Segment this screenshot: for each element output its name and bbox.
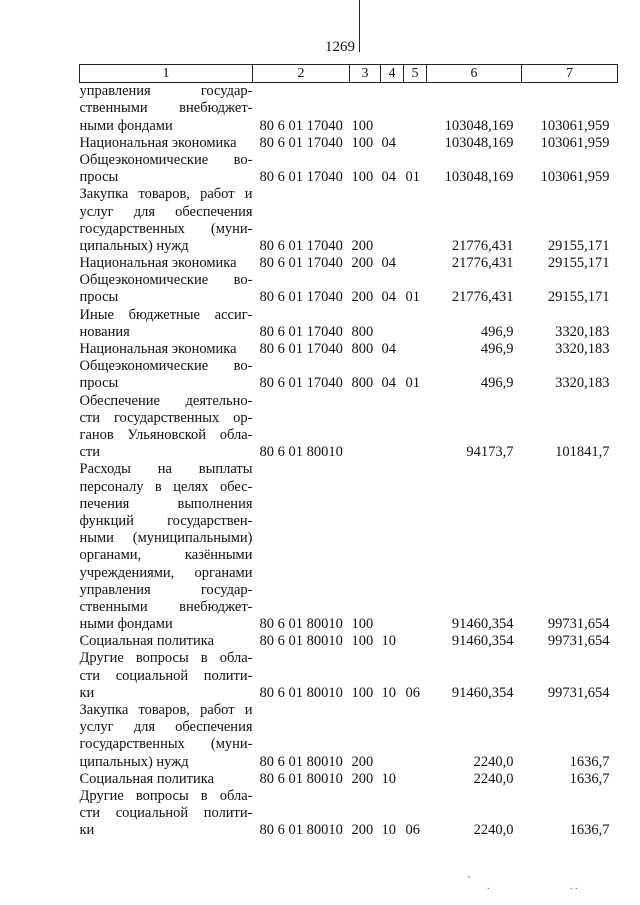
row-description bbox=[80, 307, 253, 341]
row-description bbox=[80, 341, 253, 358]
row-description bbox=[80, 83, 253, 135]
row-expense-type: 100 bbox=[351, 684, 374, 701]
col-header-5: 5 bbox=[404, 65, 427, 83]
row-amount-col7: 1636,7 bbox=[569, 753, 610, 770]
description-line: управления государ- bbox=[79, 83, 253, 100]
row-expense-type: 200 bbox=[351, 753, 374, 770]
row-section: 10 bbox=[381, 822, 396, 839]
description-line: Другие вопросы в обла- bbox=[79, 787, 253, 804]
table-body bbox=[80, 83, 618, 840]
row-target-code: 80 6 01 80010 bbox=[259, 684, 343, 701]
row-amount-col6: 2240,0 bbox=[473, 753, 514, 770]
row-amount-col7: 103061,959 bbox=[540, 169, 610, 186]
row-section bbox=[381, 83, 404, 135]
row-subsection bbox=[404, 135, 427, 152]
row-description bbox=[80, 272, 253, 306]
row-amount-col7: 1636,7 bbox=[569, 822, 610, 839]
description-line: ципальных) нужд bbox=[79, 237, 189, 254]
description-line: услуг для обеспечения bbox=[79, 719, 253, 736]
row-description bbox=[80, 186, 253, 255]
description-line: функций государствен- bbox=[79, 512, 253, 529]
description-line: ными фондами bbox=[79, 616, 173, 633]
row-amount-col7: 3320,183 bbox=[555, 341, 610, 358]
row-section: 04 bbox=[381, 375, 396, 392]
row-expense-type: 200 bbox=[351, 255, 374, 272]
row-target-code: 80 6 01 80010 bbox=[259, 753, 343, 770]
row-amount-col6: 21776,431 bbox=[451, 255, 514, 272]
table-row bbox=[80, 393, 618, 462]
description-line: государственных (муни- bbox=[79, 220, 253, 237]
description-line: Общеэкономические во- bbox=[79, 272, 253, 289]
description-line: Национальная экономика bbox=[79, 134, 237, 151]
description-line: сти социальной полити- bbox=[79, 667, 253, 684]
row-target-code: 80 6 01 80010 bbox=[259, 822, 343, 839]
row-section: 04 bbox=[381, 289, 396, 306]
row-subsection: 01 bbox=[405, 169, 420, 186]
row-description bbox=[80, 461, 253, 633]
row-section bbox=[381, 461, 404, 633]
row-section: 10 bbox=[381, 633, 396, 650]
row-amount-col6: 103048,169 bbox=[444, 117, 514, 134]
description-line: Социальная политика bbox=[79, 770, 215, 787]
description-line: Общеэкономические во- bbox=[79, 358, 253, 375]
description-line: Национальная экономика bbox=[79, 255, 237, 272]
description-line: просы bbox=[79, 289, 119, 306]
row-section: 04 bbox=[381, 134, 396, 151]
row-description bbox=[80, 255, 253, 272]
table-row bbox=[80, 135, 618, 152]
row-amount-col6: 103048,169 bbox=[444, 134, 514, 151]
row-expense-type: 200 bbox=[351, 237, 374, 254]
row-section bbox=[381, 702, 404, 771]
row-expense-type: 800 bbox=[351, 323, 374, 340]
row-target-code: 80 6 01 17040 bbox=[259, 289, 343, 306]
row-section: 04 bbox=[381, 341, 396, 358]
row-amount-col7: 99731,654 bbox=[547, 633, 610, 650]
description-line: Иные бюджетные ассиг- bbox=[79, 306, 253, 323]
table-row bbox=[80, 702, 618, 771]
description-line: управления государ- bbox=[79, 581, 253, 598]
row-target-code: 80 6 01 17040 bbox=[259, 237, 343, 254]
row-amount-col6: 103048,169 bbox=[444, 169, 514, 186]
budget-table bbox=[79, 64, 618, 840]
description-line: ственными внебюджет- bbox=[79, 598, 253, 615]
row-amount-col7: 29155,171 bbox=[547, 237, 610, 254]
description-line: сти государственных ор- bbox=[79, 409, 253, 426]
table-row bbox=[80, 788, 618, 840]
row-subsection bbox=[404, 307, 427, 341]
col-header-6: 6 bbox=[427, 65, 522, 83]
description-line: персоналу в целях обес- bbox=[79, 478, 253, 495]
row-section bbox=[381, 186, 404, 255]
row-expense-type: 100 bbox=[351, 117, 374, 134]
row-target-code: 80 6 01 17040 bbox=[259, 134, 343, 151]
row-amount-col7: 3320,183 bbox=[555, 323, 610, 340]
row-subsection bbox=[404, 393, 427, 462]
row-subsection bbox=[404, 633, 427, 650]
description-line: Социальная политика bbox=[79, 633, 215, 650]
row-description bbox=[80, 702, 253, 771]
description-line: Общеэкономические во- bbox=[79, 151, 253, 168]
row-section: 04 bbox=[381, 255, 396, 272]
row-expense-type: 100 bbox=[351, 169, 374, 186]
description-line: ными фондами bbox=[79, 117, 173, 134]
description-line: ными (муниципальными) bbox=[79, 530, 253, 547]
row-description bbox=[80, 771, 253, 788]
header-row bbox=[80, 65, 618, 83]
row-expense-type: 100 bbox=[351, 633, 374, 650]
col-header-7: 7 bbox=[522, 65, 618, 83]
row-amount-col7: 103061,959 bbox=[540, 134, 610, 151]
description-line: Другие вопросы в обла- bbox=[79, 650, 253, 667]
description-line: нования bbox=[79, 323, 130, 340]
table-row bbox=[80, 771, 618, 788]
row-section: 04 bbox=[381, 169, 396, 186]
table-row bbox=[80, 307, 618, 341]
row-subsection: 01 bbox=[405, 375, 420, 392]
row-amount-col6: 496,9 bbox=[480, 323, 514, 340]
row-subsection bbox=[404, 83, 427, 135]
row-amount-col6: 21776,431 bbox=[451, 237, 514, 254]
table-row bbox=[80, 83, 618, 135]
description-line: просы bbox=[79, 375, 119, 392]
row-amount-col6: 91460,354 bbox=[451, 684, 514, 701]
table-row bbox=[80, 650, 618, 702]
description-line: просы bbox=[79, 169, 119, 186]
table-row bbox=[80, 186, 618, 255]
row-target-code: 80 6 01 17040 bbox=[259, 375, 343, 392]
scan-speck: . bbox=[487, 881, 490, 892]
description-line: государственных (муни- bbox=[79, 736, 253, 753]
row-target-code: 80 6 01 17040 bbox=[259, 323, 343, 340]
row-subsection: 01 bbox=[405, 289, 420, 306]
row-description bbox=[80, 788, 253, 840]
row-description bbox=[80, 650, 253, 702]
row-amount-col7: 103061,959 bbox=[540, 117, 610, 134]
description-line: сти социальной полити- bbox=[79, 805, 253, 822]
row-amount-col7: 29155,171 bbox=[547, 255, 610, 272]
row-target-code: 80 6 01 17040 bbox=[259, 117, 343, 134]
col-header-4: 4 bbox=[381, 65, 404, 83]
description-line: ганов Ульяновской обла- bbox=[79, 427, 253, 443]
row-description bbox=[80, 358, 253, 392]
row-amount-col7: 101841,7 bbox=[555, 444, 610, 461]
row-expense-type: 200 bbox=[351, 822, 374, 839]
table-row bbox=[80, 152, 618, 186]
row-amount-col7: 1636,7 bbox=[569, 770, 610, 787]
row-section bbox=[381, 307, 404, 341]
row-target-code: 80 6 01 17040 bbox=[259, 255, 343, 272]
row-expense-type: 100 bbox=[351, 616, 374, 633]
row-description bbox=[80, 393, 253, 462]
description-line: ственными внебюджет- bbox=[79, 100, 253, 117]
row-expense-type: 100 bbox=[351, 134, 374, 151]
row-subsection bbox=[404, 771, 427, 788]
row-expense-type: 200 bbox=[351, 770, 374, 787]
table-row bbox=[80, 341, 618, 358]
row-amount-col6: 91460,354 bbox=[451, 616, 514, 633]
row-section bbox=[381, 393, 404, 462]
row-target-code: 80 6 01 80010 bbox=[259, 633, 343, 650]
row-amount-col7: 99731,654 bbox=[547, 616, 610, 633]
row-expense-type: 200 bbox=[351, 289, 374, 306]
row-subsection bbox=[404, 461, 427, 633]
row-subsection bbox=[404, 186, 427, 255]
row-description bbox=[80, 135, 253, 152]
row-description bbox=[80, 633, 253, 650]
row-subsection: 06 bbox=[405, 822, 420, 839]
row-description bbox=[80, 152, 253, 186]
description-line: Закупка товаров, работ и bbox=[79, 186, 253, 203]
description-line: Расходы на выплаты bbox=[79, 461, 253, 478]
row-subsection bbox=[404, 341, 427, 358]
col-header-1: 1 bbox=[80, 65, 253, 83]
table-row bbox=[80, 461, 618, 633]
row-amount-col6: 21776,431 bbox=[451, 289, 514, 306]
row-subsection: 06 bbox=[405, 684, 420, 701]
page-number: 1269 bbox=[325, 39, 355, 55]
table-row bbox=[80, 255, 618, 272]
scan-speck: . . bbox=[570, 881, 578, 892]
col-header-2: 2 bbox=[253, 65, 350, 83]
description-line: ципальных) нужд bbox=[79, 753, 189, 770]
scan-speck: ' bbox=[468, 875, 470, 886]
row-amount-col7: 3320,183 bbox=[555, 375, 610, 392]
row-amount-col6: 91460,354 bbox=[451, 633, 514, 650]
row-target-code: 80 6 01 80010 bbox=[259, 770, 343, 787]
table-row bbox=[80, 272, 618, 306]
description-line: услуг для обеспечения bbox=[79, 203, 253, 220]
description-line: сти bbox=[79, 444, 101, 461]
row-target-code: 80 6 01 17040 bbox=[259, 341, 343, 358]
row-expense-type bbox=[350, 393, 381, 462]
row-amount-col7: 99731,654 bbox=[547, 684, 610, 701]
description-line: ки bbox=[79, 684, 95, 701]
description-line: Национальная экономика bbox=[79, 341, 237, 358]
description-line: ки bbox=[79, 822, 95, 839]
row-section: 10 bbox=[381, 684, 396, 701]
row-amount-col6: 2240,0 bbox=[473, 822, 514, 839]
table-row bbox=[80, 633, 618, 650]
row-amount-col6: 496,9 bbox=[480, 341, 514, 358]
description-line: Закупка товаров, работ и bbox=[79, 702, 253, 719]
row-expense-type: 800 bbox=[351, 375, 374, 392]
row-amount-col6: 2240,0 bbox=[473, 770, 514, 787]
description-line: учреждениями, органами bbox=[79, 564, 253, 581]
row-target-code: 80 6 01 80010 bbox=[259, 444, 343, 461]
table-row bbox=[80, 358, 618, 392]
row-amount-col7: 29155,171 bbox=[547, 289, 610, 306]
header-vertical-rule bbox=[359, 0, 360, 52]
row-target-code: 80 6 01 80010 bbox=[259, 616, 343, 633]
row-subsection bbox=[404, 255, 427, 272]
col-header-3: 3 bbox=[350, 65, 381, 83]
description-line: органами, казёнными bbox=[79, 547, 253, 564]
description-line: Обеспечение деятельно- bbox=[79, 392, 253, 409]
row-subsection bbox=[404, 702, 427, 771]
row-amount-col6: 94173,7 bbox=[466, 444, 514, 461]
row-target-code: 80 6 01 17040 bbox=[259, 169, 343, 186]
row-amount-col6: 496,9 bbox=[480, 375, 514, 392]
row-section: 10 bbox=[381, 770, 396, 787]
description-line: печения выполнения bbox=[79, 495, 253, 512]
row-expense-type: 800 bbox=[351, 341, 374, 358]
